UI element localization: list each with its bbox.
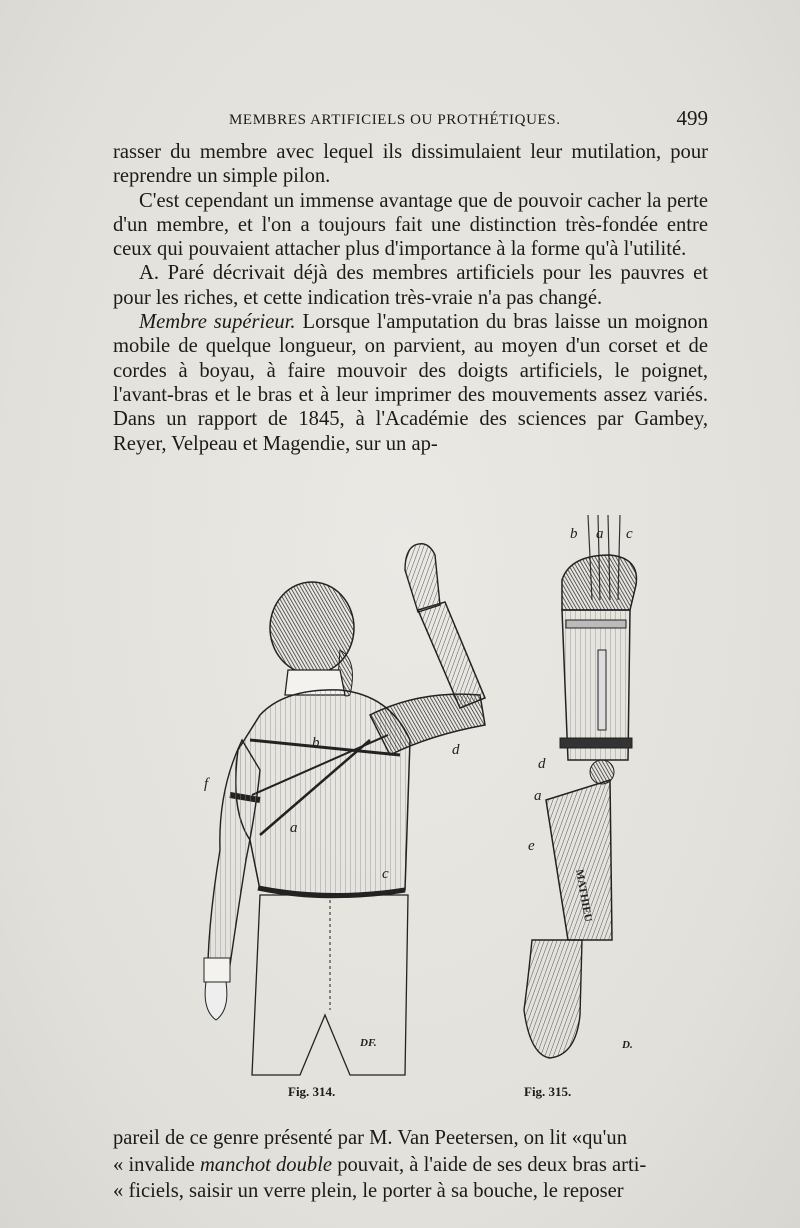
fig315-signature: D. <box>622 1039 633 1051</box>
section-paragraph <box>113 310 708 456</box>
page-header <box>113 104 708 134</box>
section-text: Lorsque l'amputation du bras laisse un moignon mobile de quelque longueur, on parvient, au moyen d'un corset et de cordes à boyau, à faire mouvoir des doigts artificiels, le poignet, l'avant-bras et le bras et à leur imprimer des mouvements assez variés. Dans un rapport de 1845, à l'Académie des sciences par Gambey, Reyer, Velpeau et Magendie, sur un ap- <box>113 311 708 455</box>
prosthetic-hand <box>405 544 440 612</box>
fig315-forearm <box>546 780 612 940</box>
fig315-label-d: d <box>538 756 546 772</box>
fig314-label-f: f <box>204 776 209 792</box>
fig-315-drawing <box>524 515 636 1058</box>
fig314-label-a: a <box>290 820 298 836</box>
body-text <box>113 140 708 456</box>
text-fragment: « invalide <box>113 1153 200 1176</box>
fig314-signature: DF. <box>360 1037 377 1049</box>
paragraph: rasser du membre avec lequel ils dissimulaient leur mutilation, pour reprendre un simple pilon. <box>113 141 708 188</box>
text-line: « ficiels, saisir un verre plein, le porter à sa bouche, le reposer <box>113 1180 624 1202</box>
fig315-label-c-top: c <box>626 526 633 542</box>
fig314-label-b: b <box>312 735 320 751</box>
continued-text <box>113 1125 713 1205</box>
text-fragment: pouvait, à l'aide de ses deux bras arti- <box>332 1153 647 1176</box>
figure-illustrations <box>190 510 660 1110</box>
shoulder-cap <box>562 555 636 610</box>
fig314-label-d: d <box>452 742 460 758</box>
text-line <box>113 1152 713 1179</box>
fig315-hand <box>524 940 582 1058</box>
fig315-label-a-top: a <box>596 526 604 542</box>
prosthetic-forearm <box>418 602 485 708</box>
fig-315-caption: Fig. 315. <box>524 1084 572 1099</box>
italic-phrase: manchot double <box>199 1153 333 1176</box>
fig-314-drawing <box>204 544 485 1075</box>
running-title: MEMBRES ARTIFICIELS OU PROTHÉTIQUES. <box>229 112 561 128</box>
page-number: 499 <box>676 106 708 130</box>
maker-stamp: MATHIEU <box>573 868 595 923</box>
fig315-label-b: b <box>570 526 578 542</box>
paragraph: C'est cependant un immense avantage que de pouvoir cacher la perte d'un membre, et l'on a toujours fait une distinction très-fondée entre ceux qui pouvaient attacher plus d'importance à la forme qu'à l'utilité. <box>113 189 708 261</box>
paragraph: A. Paré décrivait déjà des membres artificiels pour les pauvres et pour les riches, et cette indication très-vraie n'a pas changé. <box>113 262 708 309</box>
text-line: pareil de ce genre présenté par M. Van Peetersen, on lit «qu'un <box>113 1127 627 1149</box>
figures-area <box>190 510 660 1110</box>
fig-314-caption: Fig. 314. <box>288 1084 336 1099</box>
fig314-label-c: c <box>382 866 389 882</box>
fig315-label-a: a <box>534 788 542 804</box>
section-heading: Membre supérieur. <box>139 311 296 334</box>
fig315-label-e: e <box>528 838 535 854</box>
